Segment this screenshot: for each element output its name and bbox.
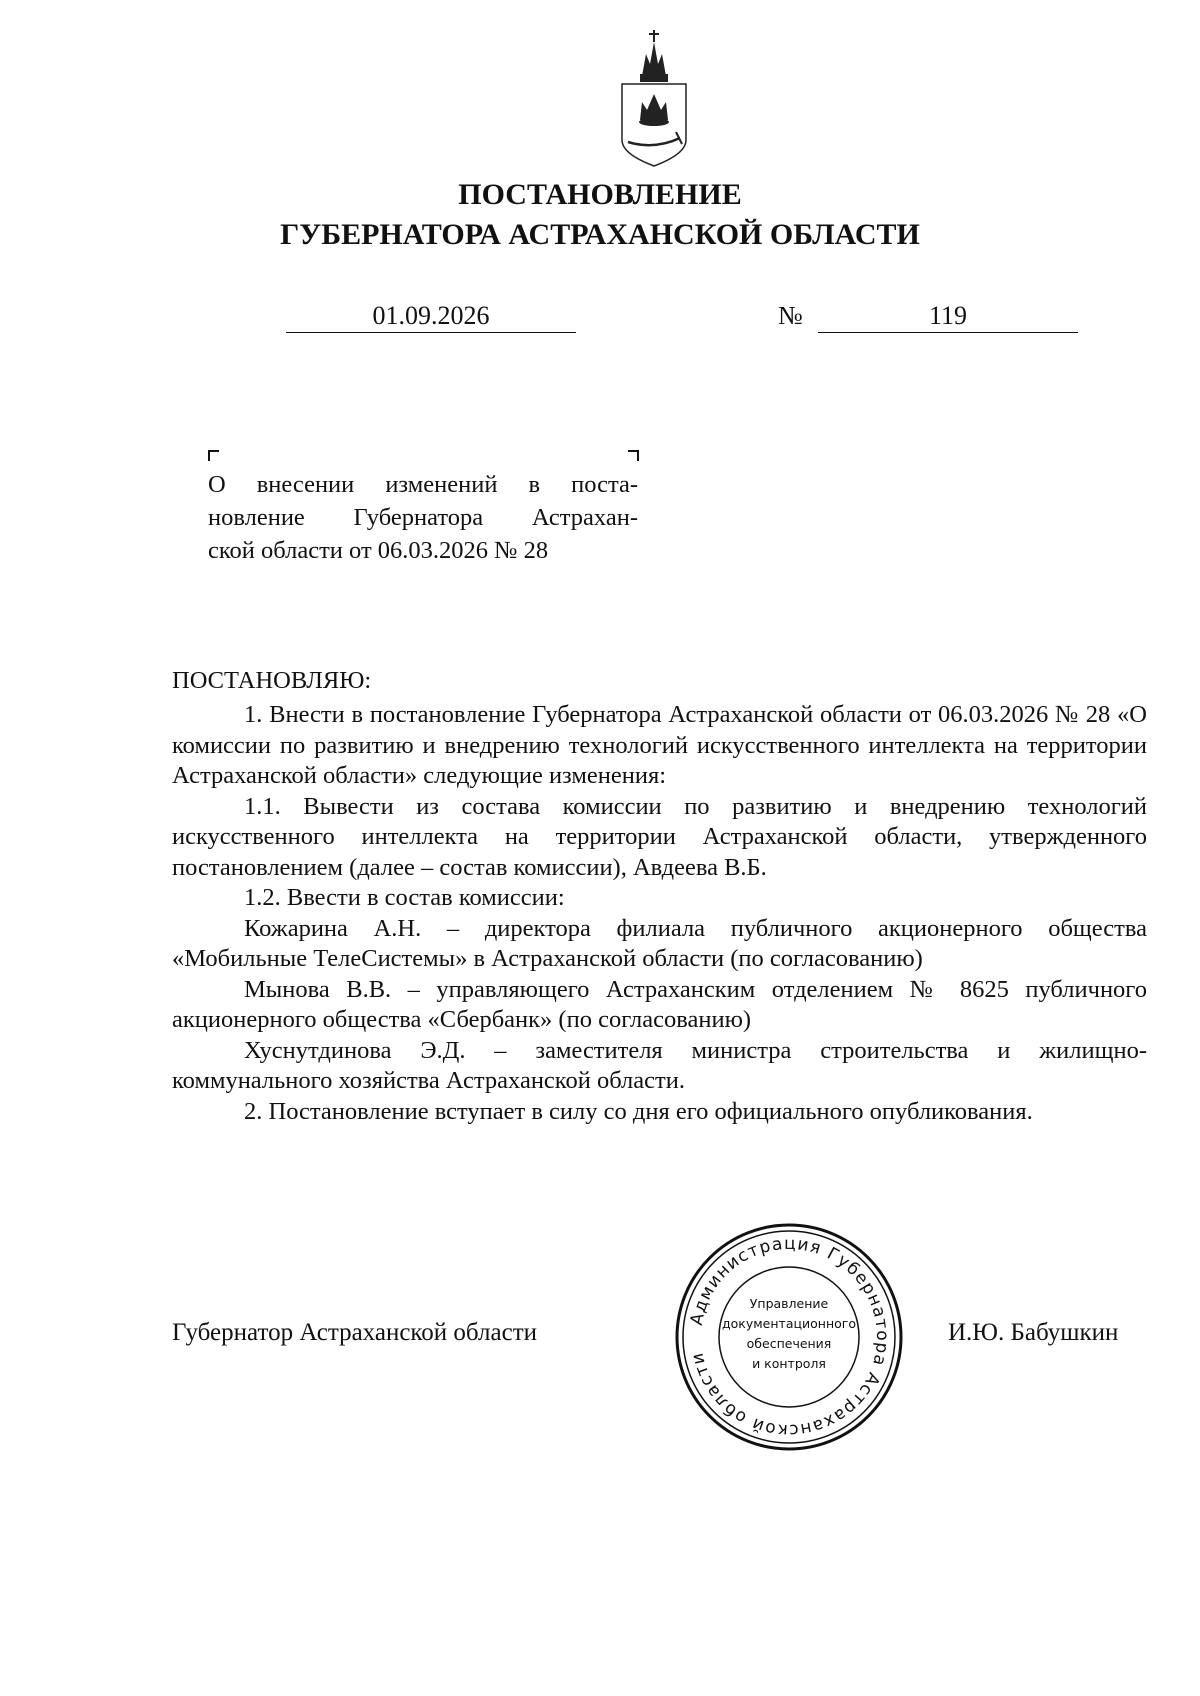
subject-corner-left <box>208 450 219 461</box>
official-seal-stamp <box>674 1222 904 1452</box>
seal-center-text: и контроля <box>752 1356 826 1371</box>
document-number: 119 <box>818 300 1078 333</box>
coat-of-arms-icon <box>616 18 692 168</box>
subject-corner-right <box>628 450 639 461</box>
document-title: ПОСТАНОВЛЕНИЕ <box>458 178 742 211</box>
resolve-heading: ПОСТАНОВЛЯЮ: <box>172 667 372 694</box>
document-date: 01.09.2026 <box>286 300 576 333</box>
subject-line: ской области от 06.03.2026 № 28 <box>208 537 549 564</box>
subject-line: новление Губернатора Астрахан- <box>208 504 638 531</box>
signatory-name: И.Ю. Бабушкин <box>948 1319 1119 1346</box>
seal-center-text: Управление <box>749 1296 829 1311</box>
seal-center-text: обеспечения <box>746 1336 832 1351</box>
signatory-title: Губернатор Астраханской области <box>172 1319 538 1346</box>
seal-center-text: документационного <box>722 1316 856 1331</box>
document-issuer: ГУБЕРНАТОРА АСТРАХАНСКОЙ ОБЛАСТИ <box>280 218 920 251</box>
commission-member: Кожарина А.Н. – директора филиала публичного акционерного общества «Мобильные ТелеСистемы» в Астраханской области (по согласованию) <box>172 914 1147 972</box>
paragraph-1-1: 1.1. Вывести из состава комиссии по развитию и внедрению технологий искусственного интеллекта на территории Астраханской области, утвержденного постановлением (далее – состав комиссии), Авдеева В.Б. <box>172 792 1147 881</box>
seal-ring-text: Администрация Губернатора Астраханской области <box>686 1233 893 1441</box>
paragraph-1: 1. Внести в постановление Губернатора Астраханской области от 06.03.2026 № 28 «О комиссии по развитию и внедрению технологий искусственного интеллекта на территории Астраханской области» следующие изменения: <box>172 701 1147 789</box>
number-sign: № <box>778 301 803 330</box>
paragraph-1-2: 1.2. Ввести в состав комиссии: <box>244 884 565 911</box>
commission-member: Хуснутдинова Э.Д. – заместителя министра строительства и жилищно-коммунального хозяйства Астраханской области. <box>172 1036 1147 1094</box>
document-subject <box>208 468 638 567</box>
commission-member: Мынова В.В. – управляющего Астраханским отделением № 8625 публичного акционерного общества «Сбербанк» (по согласованию) <box>172 975 1147 1033</box>
document-body <box>172 700 1147 1127</box>
subject-line: О внесении изменений в поста- <box>208 471 638 498</box>
paragraph-2: 2. Постановление вступает в силу со дня его официального опубликования. <box>244 1097 1033 1125</box>
